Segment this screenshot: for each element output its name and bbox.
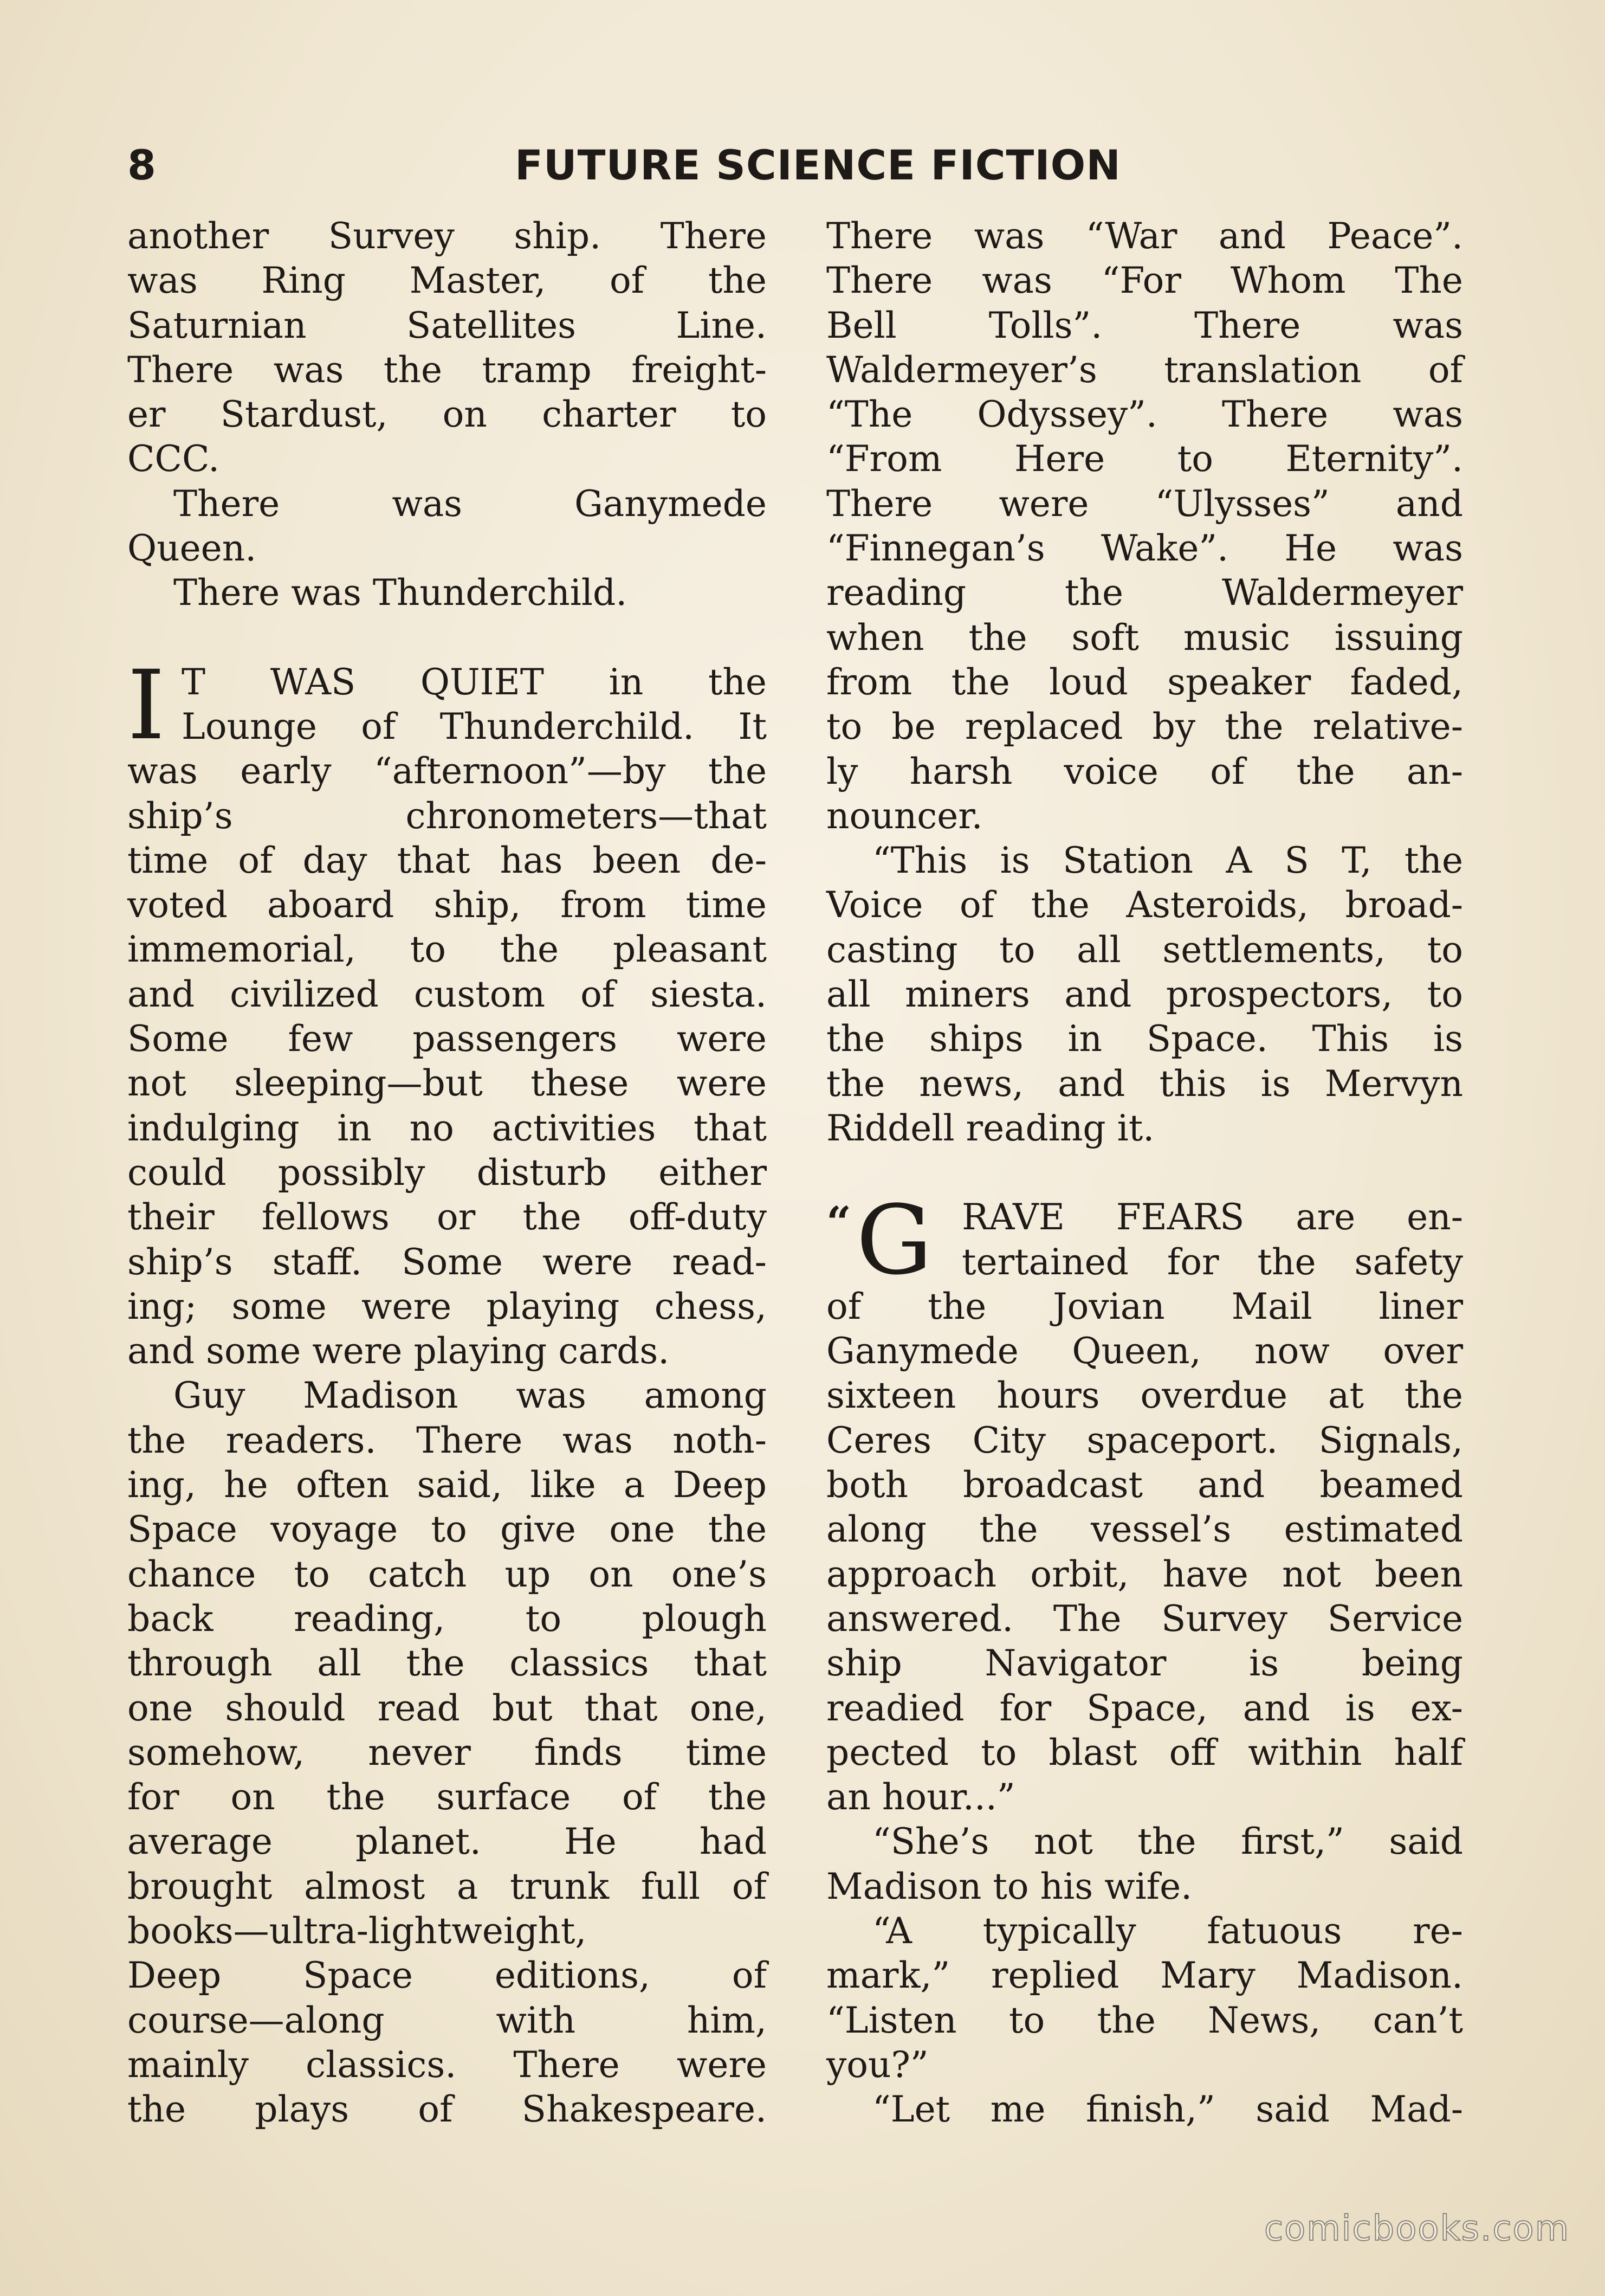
text-line: ship Navigator is being xyxy=(826,1642,1463,1685)
text-line: tertained for the safety xyxy=(962,1241,1463,1283)
text-line: mainly classics. There were xyxy=(127,2043,767,2086)
paragraph-left-2 xyxy=(127,482,767,571)
text-line: Lounge of Thunderchild. It xyxy=(182,705,767,747)
text-line: casting to all settlements, to xyxy=(826,928,1463,971)
text-line: when the soft music issuing xyxy=(826,616,1463,659)
text-line: to be replaced by the relative- xyxy=(826,706,1463,748)
text-line: “This is Station A S T, the xyxy=(872,840,1463,882)
text-line: not sleeping—but these were xyxy=(127,1062,767,1105)
text-line: one should read but that one, xyxy=(127,1687,767,1729)
site-watermark: comicbooks.com xyxy=(1264,2209,1570,2249)
text-line: ing, he often said, like a Deep xyxy=(127,1464,767,1506)
text-line: for on the surface of the xyxy=(127,1776,767,1818)
text-line: Guy Madison was among xyxy=(173,1375,767,1417)
paragraph-right-1 xyxy=(826,214,1463,839)
text-line: time of day that has been de- xyxy=(127,839,767,881)
page-number: 8 xyxy=(127,141,156,189)
text-line: another Survey ship. There xyxy=(127,215,767,257)
text-line: ly harsh voice of the an- xyxy=(826,750,1463,792)
text-line: both broadcast and beamed xyxy=(826,1464,1463,1506)
text-line: “Finnegan’s Wake”. He was xyxy=(826,527,1463,570)
text-line: answered. The Survey Service xyxy=(826,1597,1463,1640)
paragraph-right-3 xyxy=(826,1185,1463,1820)
text-line: pected to blast off within half xyxy=(826,1731,1463,1773)
text-line: There were “Ulysses” and xyxy=(826,482,1463,525)
text-line: sixteen hours overdue at the xyxy=(826,1375,1463,1417)
text-line: brought almost a trunk full of xyxy=(127,1865,767,1907)
drop-cap-block xyxy=(127,649,767,761)
text-line: “From Here to Eternity”. xyxy=(826,438,1463,480)
drop-cap-letter: G xyxy=(856,1185,933,1297)
text-line: through all the classics that xyxy=(127,1642,767,1685)
text-line: “Listen to the News, can’t xyxy=(826,1999,1463,2041)
text-line: immemorial, to the pleasant xyxy=(127,928,767,971)
text-line: readied for Space, and is ex- xyxy=(826,1687,1463,1729)
text-line: all miners and prospectors, to xyxy=(826,973,1463,1016)
text-line: Madison to his wife. xyxy=(826,1865,1193,1907)
text-line: Saturnian Satellites Line. xyxy=(127,304,767,346)
text-line: “Let me finish,” said Mad- xyxy=(872,2088,1463,2131)
text-line: back reading, to plough xyxy=(127,1597,767,1640)
drop-cap-letter: I xyxy=(127,649,165,761)
text-line: mark,” replied Mary Madison. xyxy=(826,1955,1463,1997)
text-line: the plays of Shakespeare. xyxy=(127,2088,767,2131)
text-line: Ceres City spaceport. Signals, xyxy=(826,1419,1463,1461)
text-line: There was Thunderchild. xyxy=(173,572,627,614)
text-line: the readers. There was noth- xyxy=(127,1419,767,1461)
paragraph-right-4 xyxy=(826,1820,1463,1909)
text-line: Some few passengers were xyxy=(127,1018,767,1060)
text-line: reading the Waldermeyer xyxy=(826,572,1463,614)
page-header xyxy=(127,136,1482,195)
text-line: ship’s chronometers—that xyxy=(127,795,767,837)
text-line: the news, and this is Mervyn xyxy=(826,1062,1463,1105)
text-line: could possibly disturb either xyxy=(127,1151,767,1194)
section-break xyxy=(127,616,767,660)
right-column xyxy=(826,214,1463,2132)
text-line: an hour...” xyxy=(826,1776,1015,1818)
text-line: you?” xyxy=(826,2043,929,2086)
text-line: CCC. xyxy=(127,438,220,480)
text-line: their fellows or the off-duty xyxy=(127,1196,767,1239)
text-line: nouncer. xyxy=(826,795,983,837)
text-line: RAVE FEARS are en- xyxy=(962,1196,1463,1239)
paragraph-right-6 xyxy=(826,2087,1463,2132)
text-line: course—along with him, xyxy=(127,1999,767,2041)
paragraph-right-2 xyxy=(826,839,1463,1151)
text-line: chance to catch up on one’s xyxy=(127,1553,767,1595)
text-line: There was the tramp freight- xyxy=(127,349,767,391)
text-line: “She’s not the first,” said xyxy=(872,1821,1463,1863)
text-line: T WAS QUIET in the xyxy=(182,661,767,703)
paragraph-left-1 xyxy=(127,214,767,482)
text-line: Queen. xyxy=(127,527,257,570)
drop-cap-block xyxy=(826,1185,1463,1297)
text-line: books—ultra-lightweight, xyxy=(127,1910,587,1952)
text-line: voted aboard ship, from time xyxy=(127,884,767,926)
text-line: somehow, never finds time xyxy=(127,1731,767,1773)
text-line: “The Odyssey”. There was xyxy=(826,394,1463,436)
text-line: There was “For Whom The xyxy=(826,260,1463,302)
text-line: ing; some were playing chess, xyxy=(127,1285,767,1327)
text-line: and some were playing cards. xyxy=(127,1330,670,1372)
text-line: approach orbit, have not been xyxy=(826,1553,1463,1595)
drop-cap-quote: “ xyxy=(826,1197,852,1248)
text-line: was Ring Master, of the xyxy=(127,260,767,302)
text-line: Deep Space editions, of xyxy=(127,1955,767,1997)
text-line: ship’s staff. Some were read- xyxy=(127,1241,767,1283)
text-line: from the loud speaker faded, xyxy=(826,661,1463,703)
paragraph-left-5 xyxy=(127,1373,767,2132)
paragraph-left-3 xyxy=(127,571,767,615)
text-line: Ganymede Queen, now over xyxy=(826,1330,1463,1372)
text-line: of the Jovian Mail liner xyxy=(826,1285,1463,1327)
text-line: Space voyage to give one the xyxy=(127,1508,767,1551)
text-line: Bell Tolls”. There was xyxy=(826,304,1463,346)
text-line: There was “War and Peace”. xyxy=(826,215,1463,257)
paragraph-left-4 xyxy=(127,649,767,1374)
text-line: “A typically fatuous re- xyxy=(872,1910,1463,1952)
text-line: along the vessel’s estimated xyxy=(826,1508,1463,1551)
text-line: er Stardust, on charter to xyxy=(127,394,767,436)
text-line: average planet. He had xyxy=(127,1821,767,1863)
left-column xyxy=(127,214,767,2132)
text-line: was early “afternoon”—by the xyxy=(127,750,767,792)
text-line: Voice of the Asteroids, broad- xyxy=(826,884,1463,926)
text-line: the ships in Space. This is xyxy=(826,1018,1463,1060)
text-line: indulging in no activities that xyxy=(127,1107,767,1149)
text-line: There was Ganymede xyxy=(173,482,767,525)
text-line: Waldermeyer’s translation of xyxy=(826,349,1463,391)
magazine-title: FUTURE SCIENCE FICTION xyxy=(515,141,1121,189)
text-line: and civilized custom of siesta. xyxy=(127,973,767,1015)
paragraph-right-5 xyxy=(826,1909,1463,2087)
text-line: Riddell reading it. xyxy=(826,1107,1155,1149)
